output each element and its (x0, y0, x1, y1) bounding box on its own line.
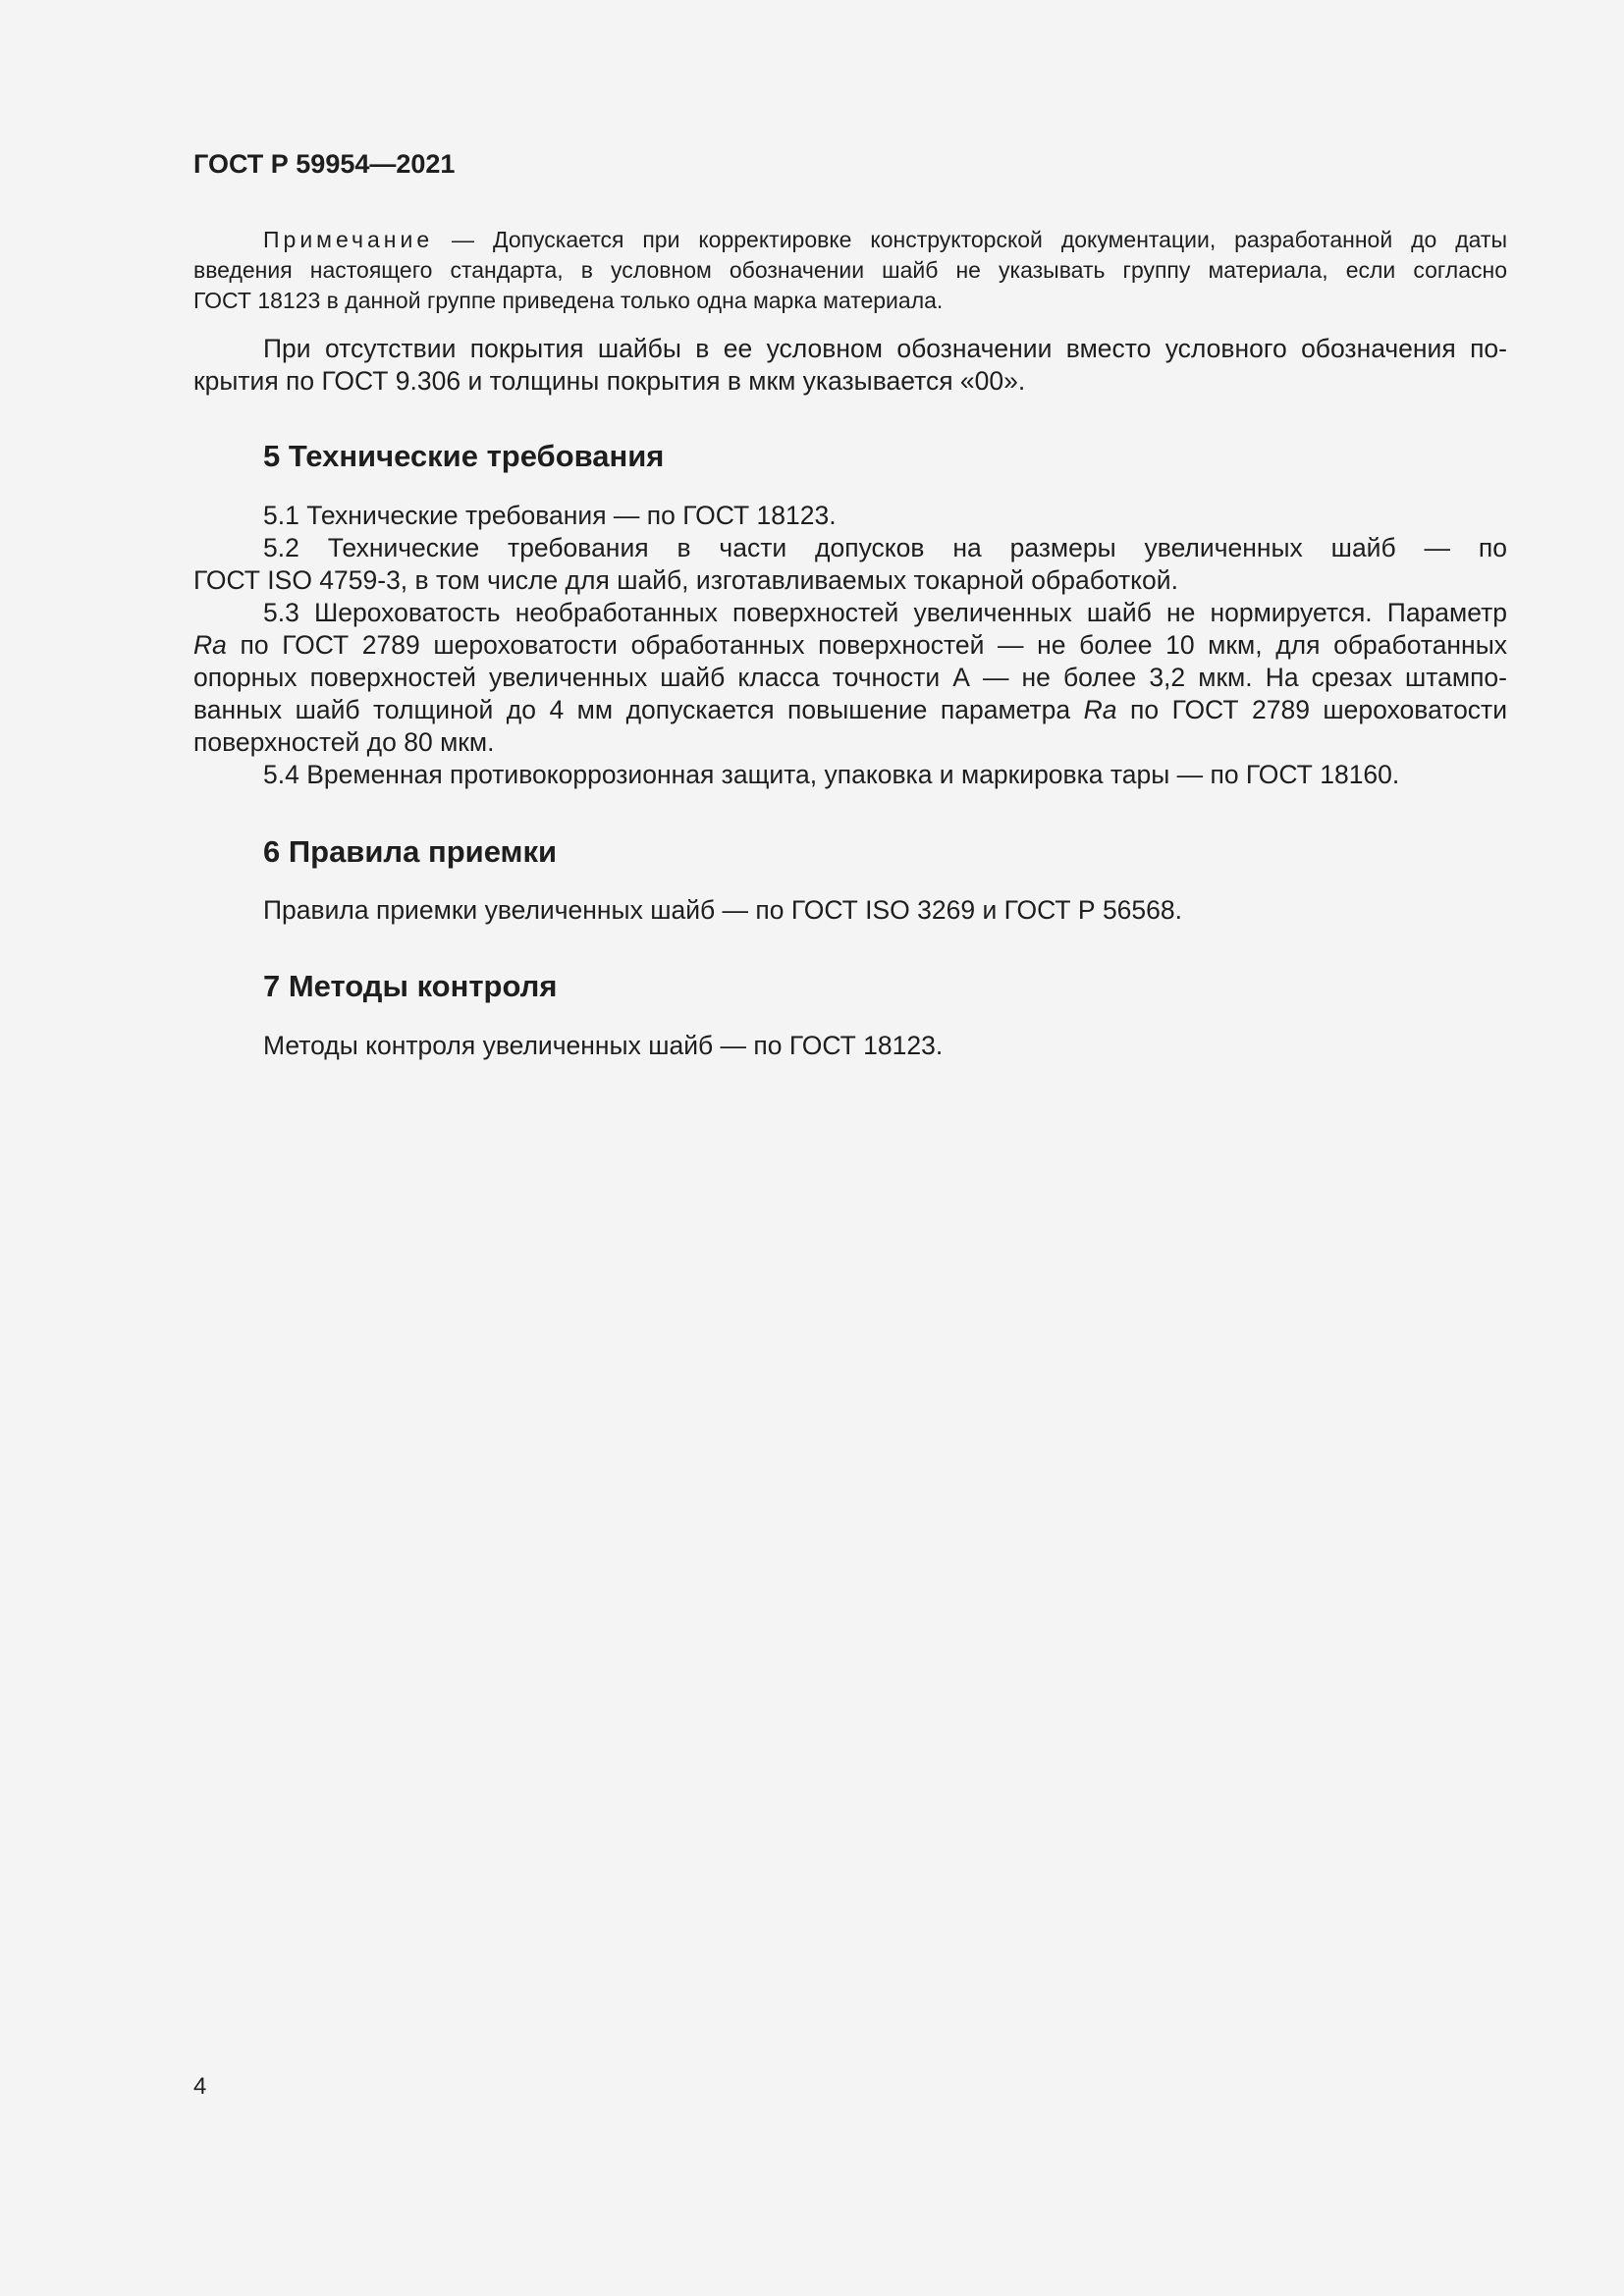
text-line (193, 365, 1507, 398)
italic-symbol: Ra (193, 630, 227, 660)
text-segment: 5.4 Временная противокоррозионная защита, упаковка и маркировка тары — по ГОСТ 18160. (263, 760, 1400, 789)
coating-paragraph (193, 333, 1507, 398)
text-segment: поверхностей до 80 мкм. (193, 727, 495, 757)
section-5-heading: 5 Технические требования (263, 439, 665, 473)
note-label: Примечание (263, 227, 434, 252)
text-line (193, 759, 1507, 791)
section-7-body (193, 1030, 1507, 1062)
text-line (193, 694, 1507, 726)
text-line (193, 225, 1507, 255)
section-6-body (193, 894, 1507, 927)
document-header: ГОСТ Р 59954—2021 (193, 149, 456, 179)
section-6-heading: 6 Правила приемки (263, 834, 558, 869)
text-segment: крытия по ГОСТ 9.306 и толщины покрытия в мкм указывается «00». (193, 366, 1026, 396)
clause-paragraph (193, 500, 1507, 532)
text-segment: по ГОСТ 2789 шероховатости (1116, 695, 1507, 724)
section-5-body (193, 500, 1507, 791)
text-segment: Правила приемки увеличенных шайб — по ГОСТ ISO 3269 и ГОСТ Р 56568. (263, 895, 1183, 925)
text-segment: ГОСТ 18123 в данной группе приведена только одна марка материала. (193, 288, 944, 313)
text-line (193, 564, 1507, 597)
text-line (193, 597, 1507, 629)
text-segment: опорных поверхностей увеличенных шайб класса точности А — не более 3,2 мкм. На срезах штампо- (193, 663, 1507, 692)
clause-paragraph (193, 532, 1507, 597)
clause-paragraph (193, 759, 1507, 791)
text-segment: 5.3 Шероховатость необработанных поверхностей увеличенных шайб не нормируется. Параметр (263, 598, 1507, 627)
text-segment: Методы контроля увеличенных шайб — по ГОСТ 18123. (263, 1031, 944, 1060)
text-line (193, 286, 1507, 316)
text-segment: ГОСТ ISO 4759-3, в том числе для шайб, изготавливаемых токарной обработкой. (193, 565, 1178, 595)
text-line (193, 894, 1507, 927)
text-line (193, 726, 1507, 759)
note-block (193, 225, 1507, 316)
text-line (193, 662, 1507, 694)
text-line (193, 1030, 1507, 1062)
text-segment: 5.2 Технические требования в части допусков на размеры увеличенных шайб — по (263, 533, 1507, 562)
text-line (193, 629, 1507, 662)
clause-paragraph (193, 597, 1507, 759)
text-segment: При отсутствии покрытия шайбы в ее условном обозначении вместо условного обозначения по- (263, 334, 1507, 363)
text-segment: 5.1 Технические требования — по ГОСТ 18123. (263, 501, 837, 530)
section-7-heading: 7 Методы контроля (263, 969, 558, 1003)
italic-symbol: Ra (1083, 695, 1117, 724)
text-line (193, 255, 1507, 286)
page-number: 4 (193, 2073, 207, 2100)
text-line (193, 532, 1507, 564)
text-segment: введения настоящего стандарта, в условном обозначении шайб не указывать группу материала, если согласно (193, 257, 1507, 283)
text-segment: — Допускается при корректировке конструкторской документации, разработанной до даты (433, 227, 1507, 252)
text-line (193, 333, 1507, 365)
text-segment: по ГОСТ 2789 шероховатости обработанных поверхностей — не более 10 мкм, для обработанных (226, 630, 1507, 660)
text-line (193, 500, 1507, 532)
text-segment: ванных шайб толщиной до 4 мм допускается повышение параметра (193, 695, 1084, 724)
